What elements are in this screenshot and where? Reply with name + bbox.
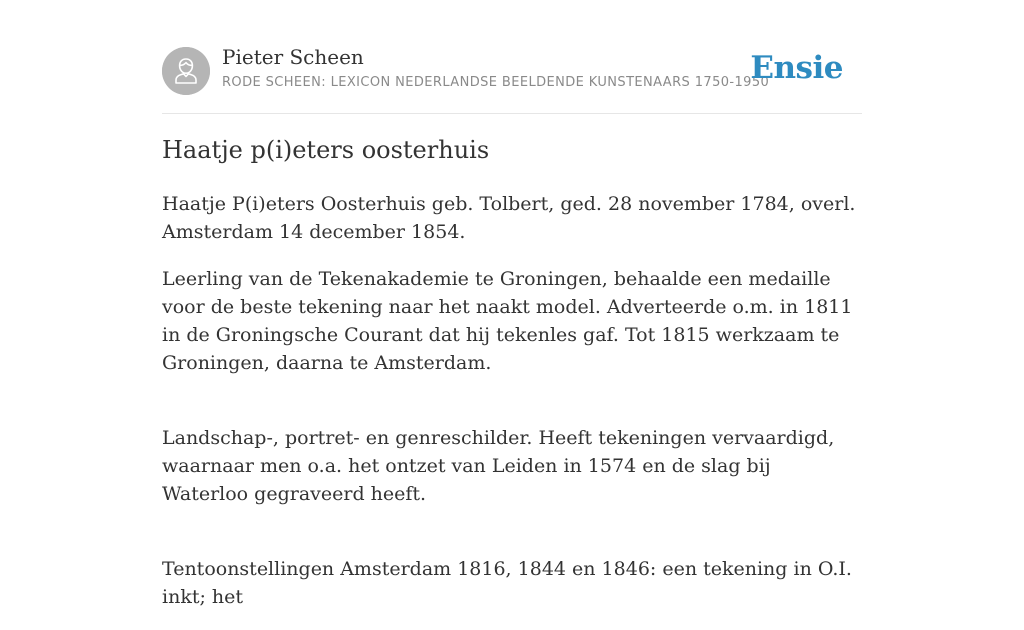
content-container [162, 0, 862, 608]
user-icon [162, 47, 210, 95]
spacer [162, 396, 862, 424]
page-title: Haatje p(i)eters oosterhuis [162, 136, 490, 164]
paragraph-education: Leerling van de Tekenakademie te Groningen, behaalde een medaille voor de beste tekening naar het naakt model. Adverteerde o.m. in 1811 in de Groningsche Courant dat hij tekenles gaf. Tot 1815 werkzaam te Groningen, daarna te Amsterdam. [162, 268, 853, 374]
article-body [162, 190, 862, 630]
paragraph-work: Landschap-, portret- en genreschilder. Heeft tekeningen vervaardigd, waarnaar men o.a. het ontzet van Leiden in 1574 en de slag bij Waterloo gegraveerd heeft. [162, 427, 835, 505]
author-name[interactable]: Pieter Scheen [222, 45, 364, 69]
spacer [162, 527, 862, 555]
ensie-logo[interactable]: Ensie [750, 50, 843, 86]
paragraph-birth: Haatje P(i)eters Oosterhuis geb. Tolbert, ged. 28 november 1784, overl. Amsterdam 14 december 1854. [162, 193, 856, 243]
paragraph-exhibitions: Tentoonstellingen Amsterdam 1816, 1844 en 1846: een tekening in O.I. inkt; het [162, 558, 852, 608]
article-header [162, 0, 862, 114]
avatar[interactable] [162, 47, 210, 95]
source-title[interactable]: RODE SCHEEN: LEXICON NEDERLANDSE BEELDENDE KUNSTENAARS 1750-1950 [222, 75, 770, 90]
